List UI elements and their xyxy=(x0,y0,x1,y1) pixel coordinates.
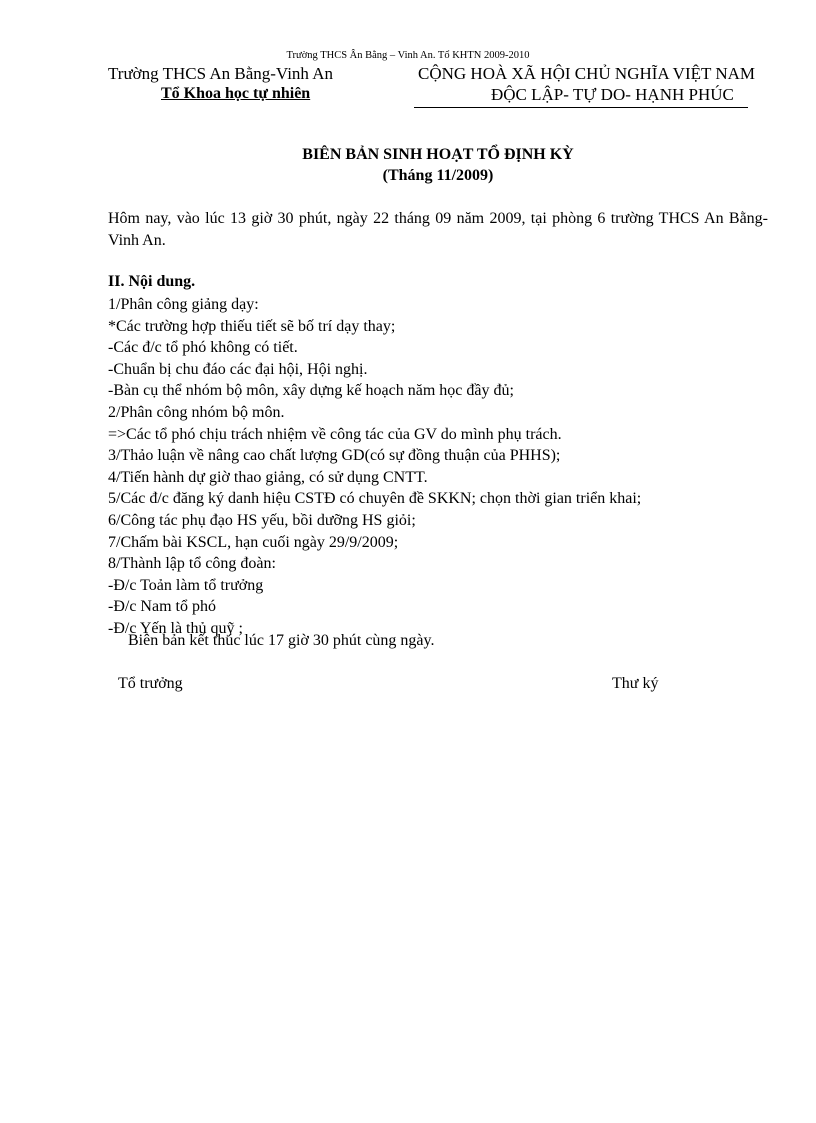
document-subtitle: (Tháng 11/2009) xyxy=(382,167,494,184)
list-item: -Đ/c Toản làm tổ trưởng xyxy=(108,576,264,594)
list-item: -Chuẩn bị chu đáo các đại hội, Hội nghị. xyxy=(108,360,368,378)
list-item: 6/Công tác phụ đạo HS yếu, bồi dưỡng HS giỏi; xyxy=(108,511,416,529)
closing-line: Biên bản kết thúc lúc 17 giờ 30 phút cùng ngày. xyxy=(128,632,435,649)
list-item: -Đ/c Nam tổ phó xyxy=(108,598,216,616)
signature-group-leader: Tổ trưởng xyxy=(118,675,183,692)
national-motto: ĐỘC LẬP- TỰ DO- HẠNH PHÚC xyxy=(491,85,734,104)
list-item: 8/Thành lập tổ công đoàn: xyxy=(108,555,276,573)
list-item: *Các trường hợp thiếu tiết sẽ bố trí dạy thay; xyxy=(108,317,396,335)
list-item: 1/Phân công giảng dạy: xyxy=(108,296,259,313)
document-title: BIÊN BẢN SINH HOẠT TỔ ĐỊNH KỲ xyxy=(302,146,574,163)
list-item: -Các đ/c tổ phó không có tiết. xyxy=(108,339,298,357)
department-name: Tổ Khoa học tự nhiên xyxy=(161,85,311,102)
content-list xyxy=(108,294,641,640)
list-item: -Bàn cụ thể nhóm bộ môn, xây dựng kế hoạch năm học đầy đủ; xyxy=(108,382,514,400)
motto-underline xyxy=(414,107,748,108)
signature-secretary: Thư ký xyxy=(612,675,659,692)
intro-paragraph: Hôm nay, vào lúc 13 giờ 30 phút, ngày 22 tháng 09 năm 2009, tại phòng 6 trường THCS An Bằng-Vinh An. xyxy=(108,210,768,249)
school-name: Trường THCS An Bằng-Vinh An xyxy=(108,64,334,83)
list-item: 3/Thảo luận về nâng cao chất lượng GD(có sự đồng thuận của PHHS); xyxy=(108,447,561,465)
running-header: Trường THCS Ân Bằng – Vinh An. Tổ KHTN 2009-2010 xyxy=(286,50,530,61)
list-item: =>Các tổ phó chịu trách nhiệm về công tác của GV do mình phụ trách. xyxy=(108,425,562,443)
list-item: 5/Các đ/c đăng ký danh hiệu CSTĐ có chuyên đề SKKN; chọn thời gian triển khai; xyxy=(108,490,642,508)
list-item: 7/Chấm bài KSCL, hạn cuối ngày 29/9/2009; xyxy=(108,533,399,551)
list-item: 2/Phân công nhóm bộ môn. xyxy=(108,403,285,421)
section-heading: II. Nội dung. xyxy=(108,273,196,290)
national-title: CỘNG HOÀ XÃ HỘI CHỦ NGHĨA VIỆT NAM xyxy=(418,64,756,83)
list-item: 4/Tiến hành dự giờ thao giảng, có sử dụng CNTT. xyxy=(108,468,428,486)
list-item: -Đ/c Yến là thủ quỹ ; xyxy=(108,619,243,637)
